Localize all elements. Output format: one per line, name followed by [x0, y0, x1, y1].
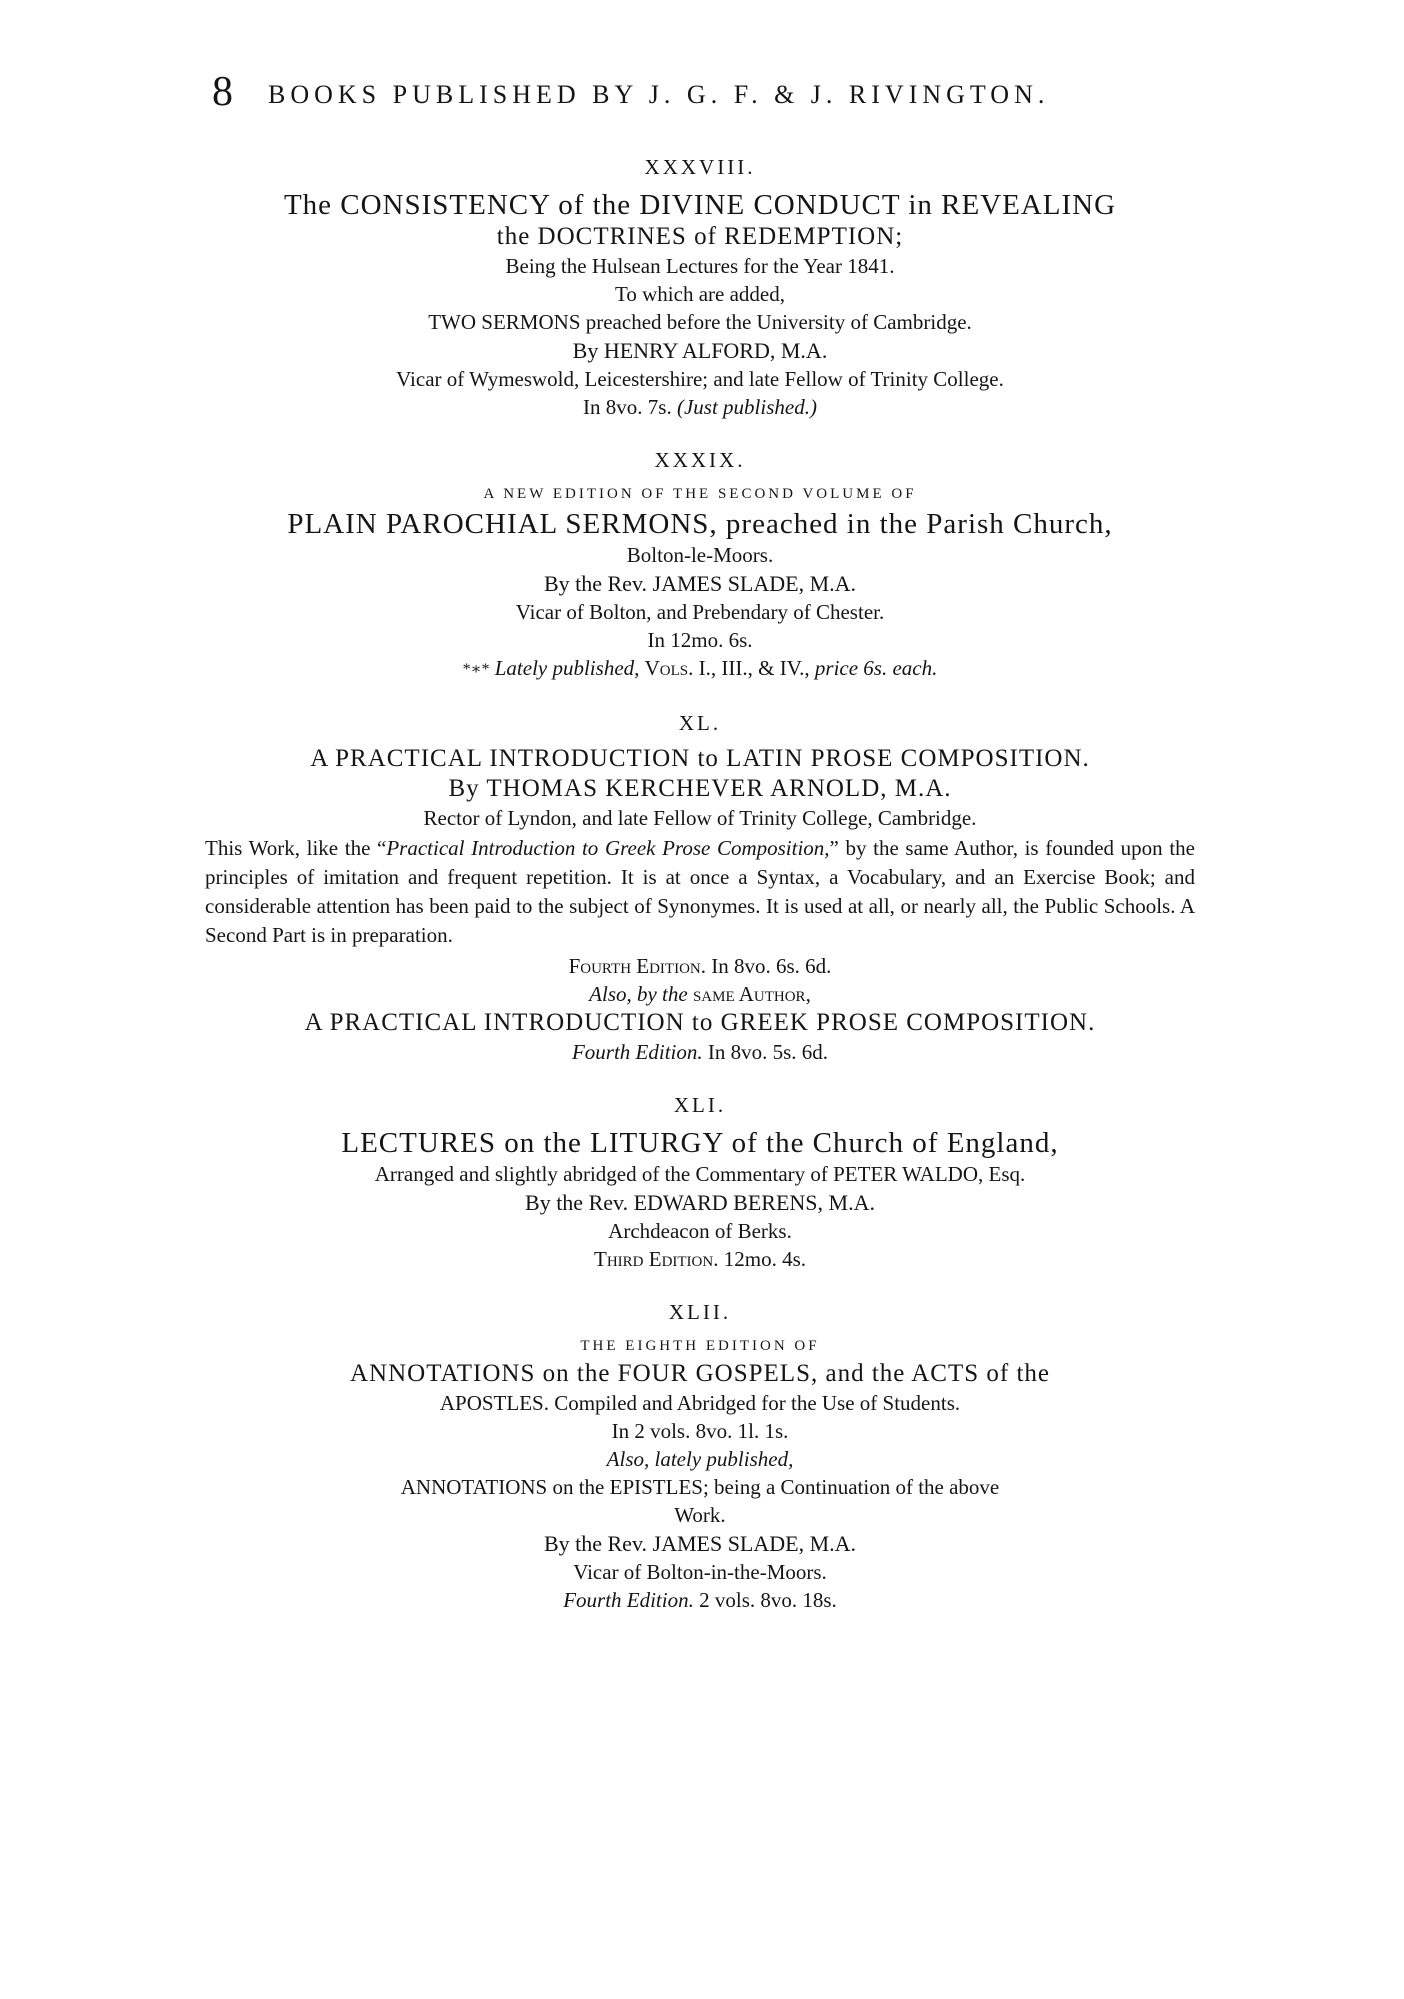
entry-subtitle: THE EIGHTH EDITION OF [580, 1338, 820, 1355]
entry-price: 2 vols. 8vo. 18s. [699, 1588, 837, 1613]
catalogue-entry [205, 708, 1195, 1066]
entry-number: XLII. [668, 1300, 732, 1325]
entry-affiliation: Vicar of Wymeswold, Leicestershire; and late Fellow of Trinity College. [396, 367, 1004, 391]
entry-author: By the Rev. EDWARD BERENS, M.A. [525, 1190, 875, 1216]
entry-note: Lately published, [494, 656, 640, 680]
entry-affiliation: Vicar of Bolton, and Prebendary of Chester. [515, 600, 885, 624]
entry-note: (Just published.) [676, 395, 817, 419]
page-number: 8 [212, 69, 233, 115]
entry-number: XXXVIII. [644, 155, 756, 179]
entry-number: XXXIX. [654, 448, 746, 472]
entry-title-second: ANNOTATIONS on the EPISTLES; being a Continuation of the above [400, 1475, 1000, 1500]
entry-title: A PRACTICAL INTRODUCTION to LATIN PROSE COMPOSITION. [310, 745, 1090, 773]
entry-title-cont: APOSTLES. Compiled and Abridged for the Use of Students. [439, 1391, 961, 1416]
entry-edition: Third Edition. [594, 1247, 719, 1272]
desc-part: This Work, like the “ [205, 836, 387, 861]
entry-price: In 8vo. 5s. 6d. [707, 1040, 829, 1065]
entry-line: Being the Hulsean Lectures for the Year 1841. [505, 254, 895, 278]
catalogue-entry [205, 1297, 1195, 1614]
entry-author: By the Rev. JAMES SLADE, M.A. [543, 1531, 857, 1557]
entry-edition: Fourth Edition. [563, 1588, 694, 1613]
entry-title-cont: Bolton-le-Moors. [626, 543, 774, 567]
entry-title: ANNOTATIONS on the FOUR GOSPELS, and the ACTS of the [350, 1360, 1050, 1388]
entry-author: By HENRY ALFORD, M.A. [572, 338, 828, 363]
entry-title-second-cont: Work. [674, 1503, 726, 1528]
entry-edition-line [205, 1245, 1195, 1273]
entry-description [205, 832, 1195, 952]
entry-author: By THOMAS KERCHEVER ARNOLD, M.A. [448, 775, 952, 803]
entry-price: 12mo. 4s. [723, 1247, 806, 1272]
entry-price: In 8vo. 6s. 6d. [711, 954, 832, 979]
entry-note-volumes: Vols. I., III., & IV., [644, 656, 810, 680]
running-title: BOOKS PUBLISHED BY J. G. F. & J. RIVINGTON. [268, 80, 1050, 109]
entry-price: In 12mo. 6s. [647, 628, 753, 652]
desc-part: ” by the same Author, is founded upon the principles of imitation and frequent repetition. It is at once a Syntax, a Vocabulary, and an Exercise Book; and considerable attention has been paid to the subject of Synonymes. It is used at all, or nearly all, the Public Schools. A Second Part is in preparation. [205, 836, 1195, 948]
entry-also: Also, by the [589, 982, 688, 1007]
entry-number: XL. [678, 711, 722, 736]
entry-number: XLI. [673, 1093, 727, 1118]
entry-subtitle: A NEW EDITION OF THE SECOND VOLUME OF [483, 486, 917, 502]
entry-edition-line [205, 1038, 1195, 1066]
catalogue-entries [205, 152, 1195, 1614]
entry-note-price: price 6s. each. [814, 656, 938, 680]
entry-price-line [205, 393, 1195, 421]
entry-title-cont: the DOCTRINES of REDEMPTION; [496, 223, 904, 250]
catalogue-entry [205, 445, 1195, 684]
entry-price: In 2 vols. 8vo. 1l. 1s. [611, 1419, 789, 1444]
entry-affiliation: Archdeacon of Berks. [608, 1219, 792, 1244]
asterism-mark: *∗* [462, 661, 490, 679]
entry-title: The CONSISTENCY of the DIVINE CONDUCT in REVEALING [283, 189, 1117, 221]
entry-also: Also, lately published, [606, 1447, 794, 1472]
entry-affiliation: Rector of Lyndon, and late Fellow of Trinity College, Cambridge. [423, 806, 977, 831]
entry-title-second: A PRACTICAL INTRODUCTION to GREEK PROSE COMPOSITION. [304, 1009, 1096, 1037]
page-header [212, 68, 1212, 118]
entry-edition: Fourth Edition. [571, 1040, 703, 1065]
entry-title: PLAIN PAROCHIAL SERMONS, preached in the Parish Church, [287, 508, 1113, 540]
entry-also-line [205, 980, 1195, 1008]
entry-line: Arranged and slightly abridged of the Commentary of PETER WALDO, Esq. [374, 1162, 1026, 1187]
entry-author: By the Rev. JAMES SLADE, M.A. [543, 571, 857, 596]
catalogue-entry [205, 1090, 1195, 1273]
entry-edition-line [205, 1586, 1195, 1614]
entry-title: LECTURES on the LITURGY of the Church of England, [341, 1127, 1059, 1160]
entry-line: To which are added, [615, 282, 785, 306]
entry-affiliation: Vicar of Bolton-in-the-Moors. [573, 1560, 827, 1585]
desc-work-title: Practical Introduction to Greek Prose Composition, [386, 836, 830, 861]
entry-line: TWO SERMONS preached before the University of Cambridge. [428, 310, 972, 334]
entry-price: In 8vo. 7s. [583, 395, 672, 419]
entry-also-author: same Author, [692, 982, 811, 1007]
entry-edition: Fourth Edition. [568, 954, 706, 979]
entry-note-line [205, 654, 1195, 684]
entry-edition-line [205, 952, 1195, 980]
catalogue-entry [205, 152, 1195, 421]
